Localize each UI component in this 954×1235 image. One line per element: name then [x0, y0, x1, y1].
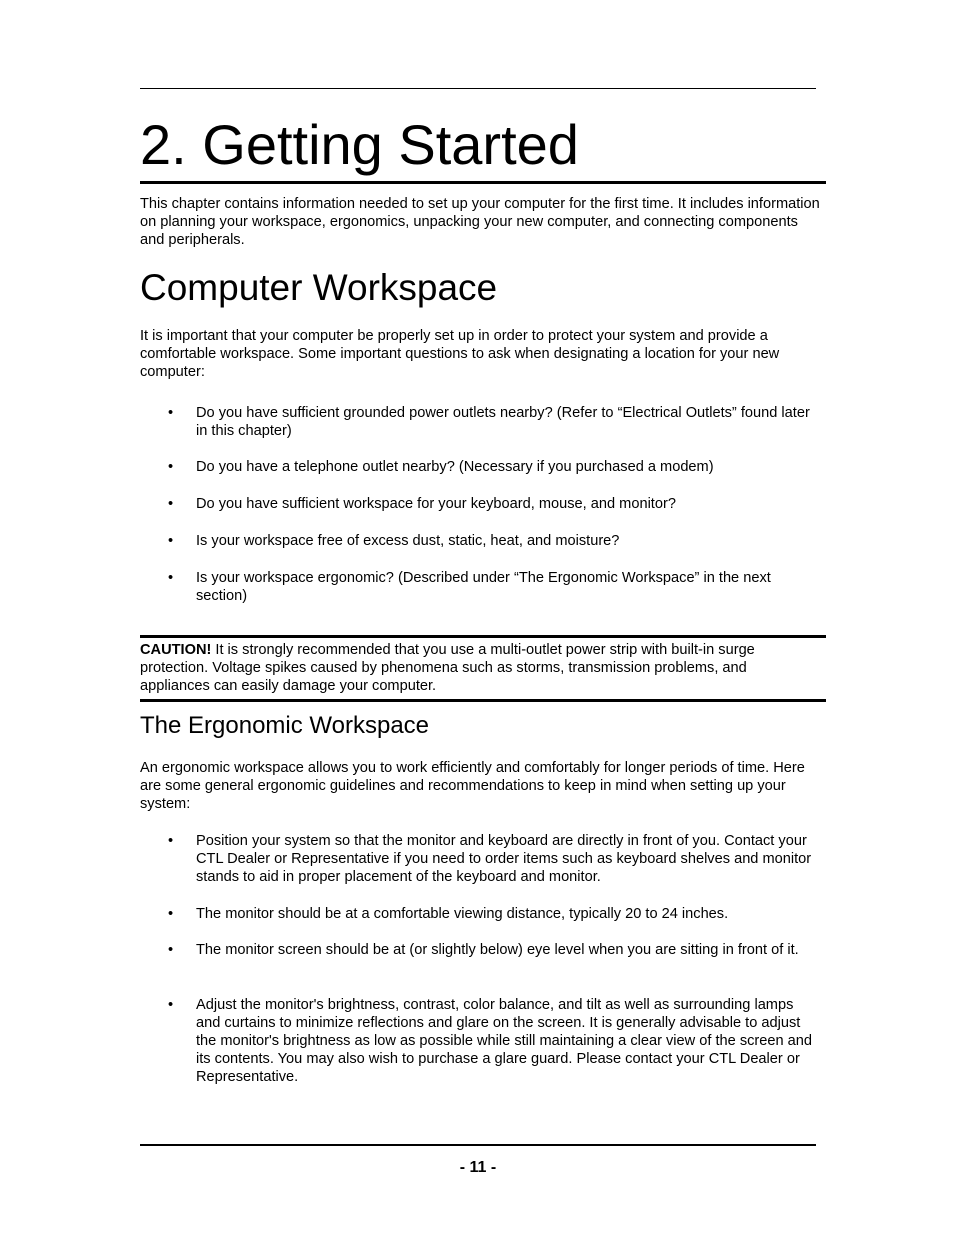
bullet-glyph: • — [168, 533, 174, 549]
computer-workspace-intro: It is important that your computer be properly set up in order to protect your system and provide a comfortable workspace. Some important questions to ask when designating a location for your new computer: — [140, 328, 780, 380]
list-item — [168, 905, 818, 923]
section-heading-ergonomic-workspace: The Ergonomic Workspace — [140, 712, 430, 739]
chapter-title: 2. Getting Started — [140, 113, 579, 176]
list-item-text: Is your workspace free of excess dust, static, heat, and moisture? — [196, 533, 620, 549]
caution-top-rule — [140, 635, 826, 638]
list-item — [168, 569, 818, 605]
footer-rule — [140, 1144, 816, 1146]
caution-note — [140, 641, 820, 695]
list-item — [168, 996, 818, 1086]
bullet-glyph: • — [168, 942, 174, 958]
caution-bottom-rule — [140, 699, 826, 702]
list-item — [168, 404, 818, 440]
list-item-text: Do you have sufficient grounded power outlets nearby? (Refer to “Electrical Outlets” found later in this chapter) — [196, 405, 810, 439]
document-page — [140, 0, 826, 1235]
bullet-glyph: • — [168, 496, 174, 512]
list-item-text: Adjust the monitor's brightness, contrast, color balance, and tilt as well as surrounding lamps and curtains to minimize reflections and glare on the screen. It is generally advisable to adjust the monitor's brightness as low as possible while still maintaining a clear view of the screen and its contents. You may also wish to purchase a glare guard. Please contact your CTL Dealer or Representative. — [196, 997, 813, 1085]
caution-text: It is strongly recommended that you use a multi-outlet power strip with built-in surge protection. Voltage spikes caused by phenomena such as storms, transmission problems, and appliances can easily damage your computer. — [140, 642, 755, 694]
list-item-text: Do you have sufficient workspace for your keyboard, mouse, and monitor? — [196, 496, 676, 512]
header-rule — [140, 88, 816, 89]
list-item — [168, 458, 818, 476]
list-item — [168, 532, 818, 550]
list-item-text: The monitor should be at a comfortable viewing distance, typically 20 to 24 inches. — [196, 906, 729, 922]
list-item-text: The monitor screen should be at (or slightly below) eye level when you are sitting in front of it. — [196, 942, 799, 958]
list-item — [168, 832, 818, 886]
section-heading-computer-workspace: Computer Workspace — [140, 267, 498, 308]
bullet-glyph: • — [168, 833, 174, 849]
chapter-intro: This chapter contains information needed to set up your computer for the first time. It includes information on planning your workspace, ergonomics, unpacking your new computer, and connecting components and peripherals. — [140, 196, 820, 248]
ergonomic-workspace-intro: An ergonomic workspace allows you to work efficiently and comfortably for longer periods of time. Here are some general ergonomic guidelines and recommendations to keep in mind when setting up your system: — [140, 760, 805, 812]
list-item-text: Position your system so that the monitor and keyboard are directly in front of you. Contact your CTL Dealer or Representative if you need to order items such as keyboard shelves and monitor stands to aid in proper placement of the keyboard and monitor. — [196, 833, 812, 885]
bullet-glyph: • — [168, 405, 174, 421]
list-item — [168, 495, 818, 513]
list-item — [168, 941, 818, 959]
list-item-text: Do you have a telephone outlet nearby? (Necessary if you purchased a modem) — [196, 459, 714, 475]
caution-label: CAUTION! — [140, 642, 212, 658]
bullet-glyph: • — [168, 997, 174, 1013]
page-number: - 11 - — [459, 1159, 497, 1176]
list-item-text: Is your workspace ergonomic? (Described under “The Ergonomic Workspace” in the next section) — [196, 570, 771, 604]
bullet-glyph: • — [168, 906, 174, 922]
chapter-title-rule — [140, 181, 826, 184]
bullet-glyph: • — [168, 459, 174, 475]
bullet-glyph: • — [168, 570, 174, 586]
